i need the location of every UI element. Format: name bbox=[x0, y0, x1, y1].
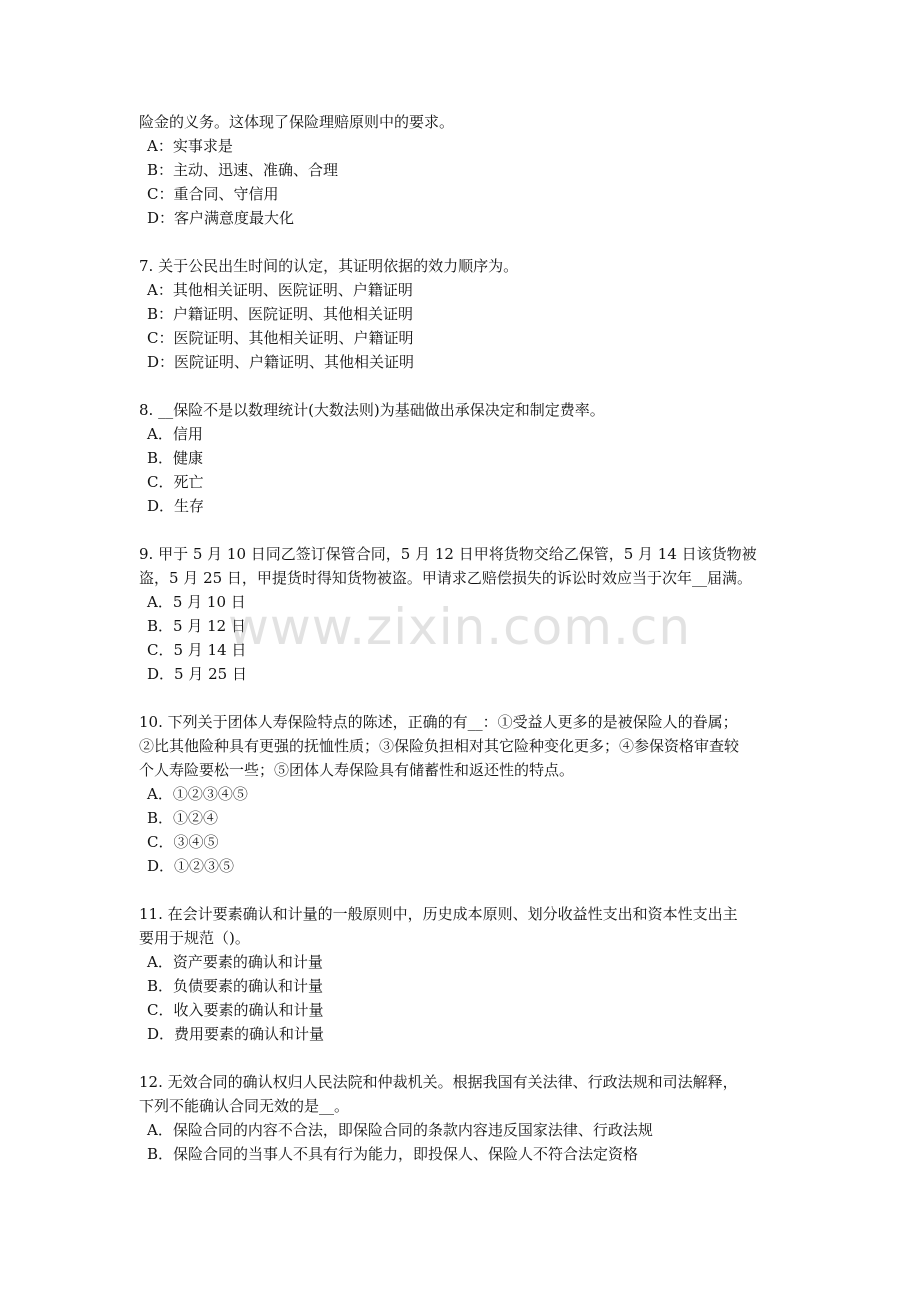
option-b: B．①②④ bbox=[147, 809, 219, 827]
question-text-line: 9. 甲于 5 月 10 日同乙签订保管合同，5 月 12 日甲将货物交给乙保管，5 月 14 日该货物被 bbox=[139, 545, 757, 563]
question-block-8 bbox=[139, 398, 789, 518]
option-d: D．生存 bbox=[147, 497, 205, 515]
question-text-line: 7. 关于公民出生时间的认定，其证明依据的效力顺序为。 bbox=[139, 257, 519, 275]
question-block-12 bbox=[139, 1070, 789, 1166]
option-d: D．费用要素的确认和计量 bbox=[147, 1025, 325, 1043]
option-c: C．③④⑤ bbox=[147, 833, 219, 851]
question-block-11 bbox=[139, 902, 789, 1046]
question-text-line: 8. __保险不是以数理统计(大数法则)为基础做出承保决定和制定费率。 bbox=[139, 401, 605, 419]
option-b: B．健康 bbox=[147, 449, 204, 467]
question-text-line: 险金的义务。这体现了保险理赔原则中的要求。 bbox=[139, 113, 455, 131]
question-text-line: 个人寿险要松一些；⑤团体人寿保险具有储蓄性和返还性的特点。 bbox=[139, 761, 575, 779]
option-d: D：客户满意度最大化 bbox=[147, 209, 295, 227]
option-c: C．收入要素的确认和计量 bbox=[147, 1001, 324, 1019]
question-text-line: 12. 无效合同的确认权归人民法院和仲裁机关。根据我国有关法律、行政法规和司法解释， bbox=[139, 1073, 738, 1091]
question-block-7 bbox=[139, 254, 789, 374]
question-text-line: 要用于规范（)。 bbox=[139, 929, 250, 947]
question-text-line: 10. 下列关于团体人寿保险特点的陈述，正确的有__：①受益人更多的是被保险人的眷属； bbox=[139, 713, 738, 731]
question-text-line: 下列不能确认合同无效的是__。 bbox=[139, 1097, 350, 1115]
option-b: B．负债要素的确认和计量 bbox=[147, 977, 324, 995]
option-b: B：户籍证明、医院证明、其他相关证明 bbox=[147, 305, 414, 323]
option-d: D．5 月 25 日 bbox=[147, 665, 247, 683]
option-b: B．保险合同的当事人不具有行为能力，即投保人、保险人不符合法定资格 bbox=[147, 1145, 639, 1163]
question-text-line: ②比其他险种具有更强的抚恤性质；③保险负担相对其它险种变化更多；④参保资格审查较 bbox=[139, 737, 740, 755]
question-text-line: 11. 在会计要素确认和计量的一般原则中，历史成本原则、划分收益性支出和资本性支出主 bbox=[139, 905, 738, 923]
option-c: C：医院证明、其他相关证明、户籍证明 bbox=[147, 329, 414, 347]
option-a: A：其他相关证明、医院证明、户籍证明 bbox=[147, 281, 413, 299]
option-c: C．5 月 14 日 bbox=[147, 641, 247, 659]
watermark: www.zixin.com.cn bbox=[228, 598, 692, 656]
option-c: C：重合同、守信用 bbox=[147, 185, 279, 203]
document-content bbox=[139, 110, 789, 1166]
option-a: A：实事求是 bbox=[147, 137, 233, 155]
option-b: B：主动、迅速、准确、合理 bbox=[147, 161, 339, 179]
option-c: C．死亡 bbox=[147, 473, 204, 491]
option-a: A．保险合同的内容不合法，即保险合同的条款内容违反国家法律、行政法规 bbox=[147, 1121, 653, 1139]
question-block-10 bbox=[139, 710, 789, 878]
option-d: D：医院证明、户籍证明、其他相关证明 bbox=[147, 353, 415, 371]
option-a: A．信用 bbox=[147, 425, 203, 443]
question-text-line: 盗，5 月 25 日，甲提货时得知货物被盗。甲请求乙赔偿损失的诉讼时效应当于次年__届满。 bbox=[139, 569, 752, 587]
option-a: A．①②③④⑤ bbox=[147, 785, 248, 803]
option-a: A．5 月 10 日 bbox=[147, 593, 246, 611]
option-b: B．5 月 12 日 bbox=[147, 617, 246, 635]
question-block-9 bbox=[139, 542, 789, 686]
option-d: D．①②③⑤ bbox=[147, 857, 235, 875]
option-a: A．资产要素的确认和计量 bbox=[147, 953, 323, 971]
question-block-intro bbox=[139, 110, 789, 230]
